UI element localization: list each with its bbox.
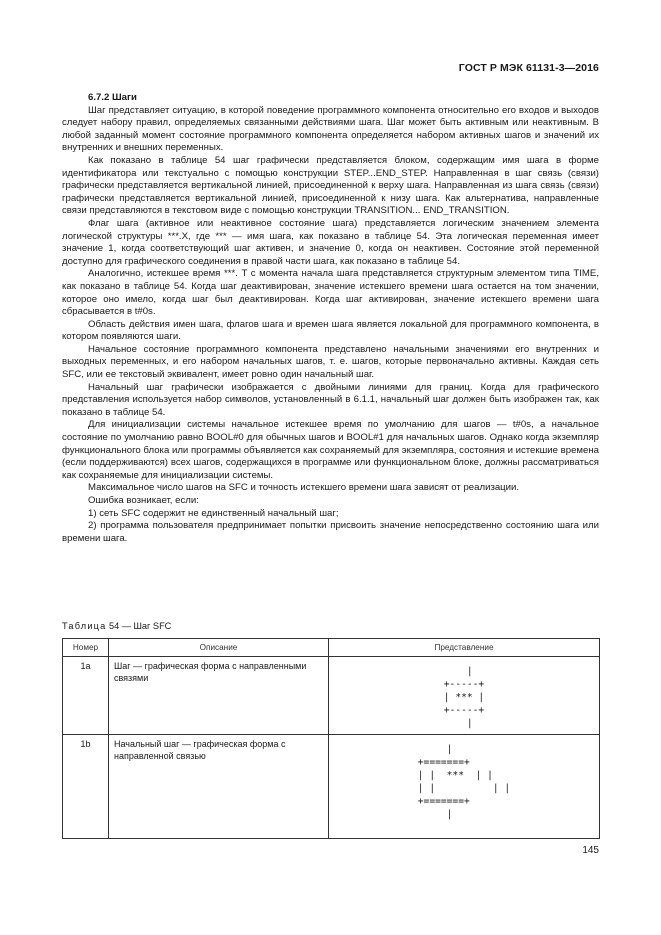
- row-number: 1b: [63, 735, 109, 839]
- paragraph: Начальный шаг графически изображается с двойными линиями для границ. Когда для графического представления используется набор символов, установленный в 6.1.1, начальный шаг должен быть изображен так, как показано в таблице 54.: [62, 381, 599, 418]
- row-number: 1a: [63, 657, 109, 735]
- row-representation: [329, 735, 600, 839]
- paragraph: Для инициализации системы начальное истекшее время по умолчанию для шагов — t#0s, а начальное состояние по умолчанию равно BOOL#0 для обычных шагов и BOOL#1 для начальных шагов. Однако когда экземпляр функционального блока или программы объявляется как сохраняемый для экземпляра, состояния и истекшие времена (если поддерживаются) всех шагов, содержащихся в программе или функциональном блоке, должны рассматриваться как сохраняемые для инициализации системы.: [62, 419, 599, 481]
- header-representation: Представление: [329, 639, 600, 657]
- paragraph: Максимальное число шагов на SFC и точность истекшего времени шага зависят от реализации.: [88, 482, 520, 494]
- document-header: ГОСТ Р МЭК 61131-3—2016: [458, 62, 599, 74]
- row-description: Начальный шаг — графическая форма с направленной связью: [109, 735, 329, 839]
- header-description: Описание: [109, 639, 329, 657]
- row-representation: [329, 657, 600, 735]
- paragraph: Начальное состояние программного компонента представлено начальными значениями его внутренних и выходных переменных, и его набором начальных шагов, т. е. шагов, которые первоначально активны. Каждая сеть SFC, или ее текстовый эквивалент, имеет ровно один начальный шаг.: [62, 343, 599, 381]
- error-list-item: 2) программа пользователя предпринимает попытки присвоить значение непосредственно состоянию шага или времени шага.: [62, 520, 599, 544]
- step-symbol: | +-----+ | *** | +-----+ |: [443, 666, 485, 729]
- row-description: Шаг — графическая форма с направленными связями: [109, 657, 329, 735]
- initial-step-symbol: | +=======+ | | *** | | | | | | +=======+ |: [417, 744, 511, 820]
- paragraph: Аналогично, истекшее время ***. T с момента начала шага представляется структурным элементом типа TIME, как показано в таблице 54. Когда шаг деактивирован, значение истекшего времени шага остается на том значении, которое оно имело, когда шаг был деактивирован. Когда шаг активирован, значение истекшего времени шага сбрасывается в t#0s.: [62, 268, 599, 318]
- paragraph: Область действия имен шага, флагов шага и времен шага является локальной для программного компонента, в котором появляются шаги.: [62, 318, 599, 343]
- table-row: [63, 735, 600, 839]
- paragraph: Ошибка возникает, если:: [88, 495, 199, 506]
- table-caption: [62, 621, 171, 631]
- page-number: 145: [582, 845, 599, 856]
- paragraph: Как показано в таблице 54 шаг графически представляется блоком, содержащим имя шага в форме идентификатора или текстуально с помощью конструкции STEP...END_STEP. Направленная в шаг связь (связи) графически представляется вертикальной линией, присоединенной к верху шага. Направленная из шага связь (связи) графически представляется вертикальной линией, присоединенной к низу шага. Как альтернатива, направленные связи представляются в текстовом виде с помощью конструкции TRANSITION... END_TRANSITION.: [62, 154, 599, 217]
- table-caption-label: Таблица: [62, 621, 107, 631]
- table-row: [63, 657, 600, 735]
- section-title: 6.7.2 Шаги: [88, 92, 137, 103]
- table-header-row: [63, 639, 600, 657]
- sfc-step-table: [62, 638, 600, 839]
- paragraph: Шаг представляет ситуацию, в которой поведение программного компонента относительно его входов и выходов следует набору правил, определяемых связанными действиями шага. Шаг может быть активным или неактивным. В любой заданный момент состояние программного компонента определяется набором активных шагов и значений их внутренних и внешних переменных.: [62, 104, 599, 154]
- error-list-item: 1) сеть SFC содержит не единственный начальный шаг;: [88, 507, 339, 519]
- paragraph: Флаг шага (активное или неактивное состояние шага) представляется логическим значением элемента логической структуры ***.X, где *** — имя шага, как показано в таблице 54. Эта логическая переменная имеет значение 1, когда соответствующий шаг активен, и значение 0, когда он неактивен. Состояние этой переменной доступно для графического соединения в правой части шага, как показано в таблице 54.: [62, 217, 599, 267]
- header-number: Номер: [63, 639, 109, 657]
- table-caption-title: 54 — Шаг SFC: [106, 621, 172, 631]
- page-body: [62, 92, 599, 545]
